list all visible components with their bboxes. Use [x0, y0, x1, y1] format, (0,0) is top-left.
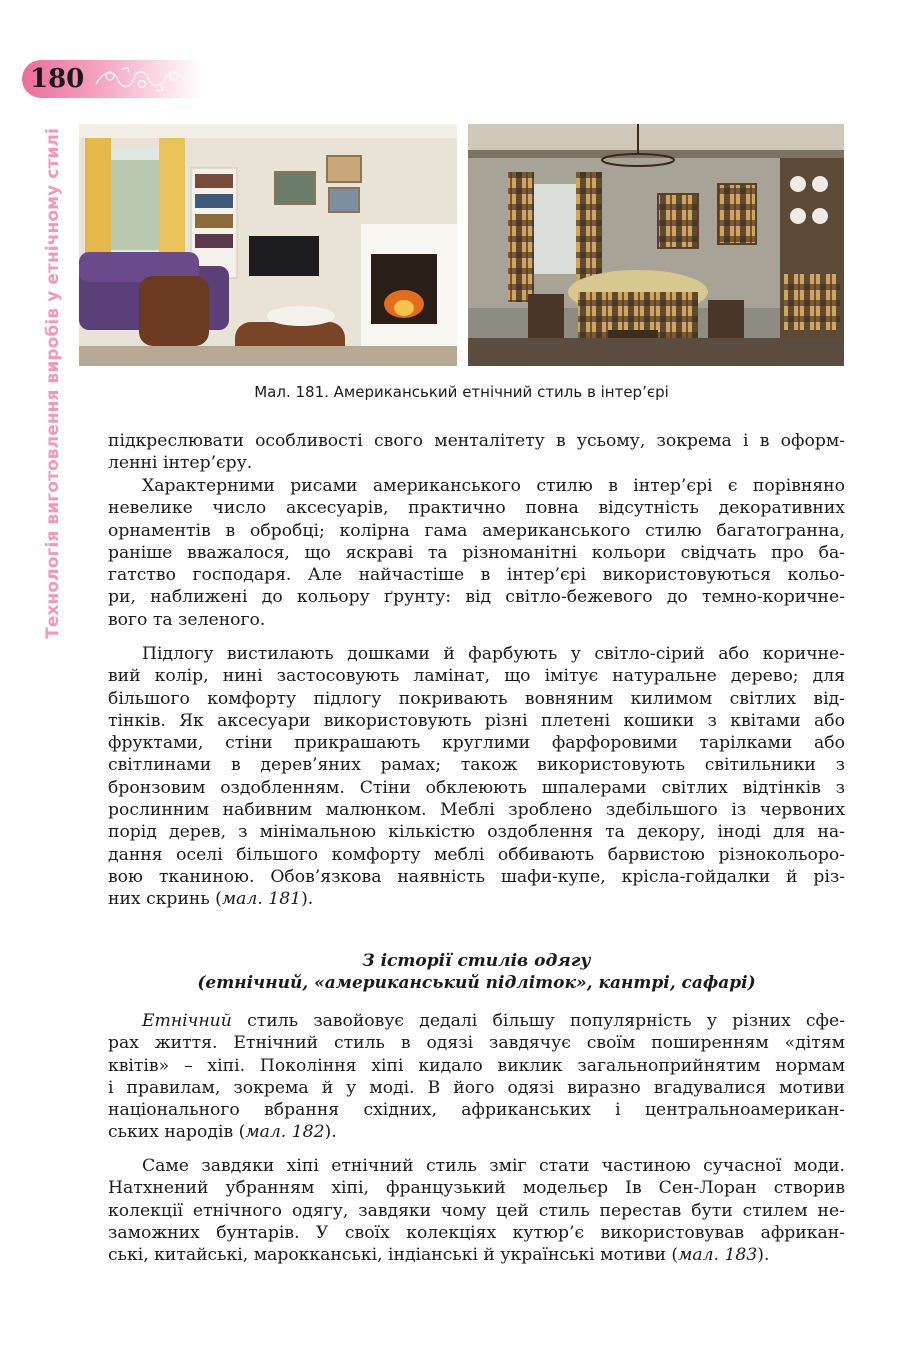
text-line: Саме завдяки хіпі етнічний стиль зміг стати частиною сучасної моди. — [142, 1156, 845, 1176]
paragraph-4 — [108, 1010, 845, 1144]
text-line: фруктами, стіни прикрашають круглими фарфоровими тарілками або — [108, 733, 845, 754]
photo-living-room — [79, 124, 457, 366]
text-line: національного вбрання східних, африканських і центральноамерикан- — [108, 1100, 845, 1121]
text-line: квітів» – хіпі. Покоління хіпі кидало виклик загальноприйнятим нормам — [108, 1055, 845, 1076]
text-line — [108, 1244, 845, 1266]
text-line: вий колір, нині застосовують ламінат, що імітує натуральне дерево; для — [108, 666, 845, 687]
text-line: гатство господаря. Але найчастіше в інтер’єрі використовуються кольо- — [108, 565, 845, 586]
text-line: орнаментів в обробці; колірна гама американського стилю багатогранна, — [108, 520, 845, 541]
text-line: порід дерев, з мінімальною кількістю оздоблення та декору, іноді для на- — [108, 822, 845, 843]
paragraph-3 — [108, 643, 845, 911]
photo-dining-room — [468, 124, 844, 366]
text-line: більшого комфорту підлогу покривають вовняним килимом світлих від- — [108, 688, 845, 709]
text-fragment: ських народів ( — [108, 1122, 246, 1143]
text-line: ленні інтер’єру. — [108, 453, 253, 474]
paragraph-5 — [108, 1155, 845, 1266]
floral-ornament-icon — [92, 64, 192, 94]
paragraph-1 — [108, 430, 845, 475]
dining-room-illustration — [468, 124, 844, 366]
text-line: Характерними рисами американського стилю в інтер’єрі є порівняно — [142, 476, 845, 496]
figure-reference: мал. 182 — [245, 1122, 325, 1143]
text-line: рах життя. Етнічний стиль в одязі завдячує своїм поширенням «дітям — [108, 1033, 845, 1054]
section-heading-line-2: (етнічний, «американський підліток», кантрі, сафарі) — [197, 973, 756, 993]
section-heading — [108, 950, 845, 994]
text-line: дання оселі більшого комфорту меблі оббивають барвистою різнокольоро- — [108, 844, 845, 865]
text-fragment: ські, китайські, марокканські, індіанські й українські мотиви ( — [108, 1245, 679, 1266]
text-line: ри, наближені до кольору ґрунту: від світло-бежевого до темно-коричне- — [108, 587, 845, 608]
text-line: тінків. Як аксесуари використовують різні плетені кошики з квітами або — [108, 710, 845, 731]
text-line: світлинами в дерев’яних рамах; також використовують світильники з — [108, 755, 845, 776]
chapter-side-title-text: Технологія виготовлення виробів у етнічному стилі — [43, 127, 63, 639]
page-number: 180 — [30, 64, 85, 94]
text-line — [108, 1121, 845, 1143]
text-fragment: ). — [324, 1122, 337, 1143]
text-line: Підлогу вистилають дошками й фарбують у світло-сірий або коричне- — [142, 644, 845, 664]
text-line: і правилам, зокрема й у моді. В його одязі виразно вгадувалися мотиви — [108, 1077, 845, 1098]
text-line: колекції етнічного одягу, завдяки чому цей стиль перестав бути стилем не- — [108, 1200, 845, 1221]
text-line: невелике число аксесуарів, практично повна відсутність декоративних — [108, 498, 845, 519]
living-room-illustration — [79, 124, 457, 366]
text-fragment: ). — [301, 889, 314, 910]
figure-reference: мал. 183 — [678, 1245, 758, 1266]
text-line: раніше вважалося, що яскраві та різноманітні кольори свідчать про ба- — [108, 542, 845, 563]
text-fragment: них скринь ( — [108, 889, 222, 910]
text-line: бронзовим оздобленням. Стіни обклеюють шпалерами світлих відтінків з — [108, 777, 845, 798]
text-line — [108, 1010, 845, 1032]
figure-caption: Мал. 181. Американський етнічний стиль в інтер’єрі — [254, 383, 669, 401]
text-line — [108, 888, 845, 910]
text-fragment: ). — [757, 1245, 770, 1266]
term-ethnic: Етнічний — [142, 1011, 232, 1031]
text-line: вою тканиною. Обов’язкова наявність шафи-купе, крісла-гойдалки й різ- — [108, 866, 845, 887]
figure-reference: мал. 181 — [221, 889, 302, 910]
chapter-side-title — [36, 118, 70, 648]
section-heading-line-1: З історії стилів одягу — [362, 951, 591, 971]
text-fragment: стиль завойовує дедалі більшу популярність у різних сфе- — [231, 1011, 845, 1031]
text-line: рослинним набивним малюнком. Меблі зроблено здебільшого із червоних — [108, 800, 845, 821]
text-line: підкреслювати особливості свого менталітету в усьому, зокрема і в оформ- — [108, 431, 845, 451]
text-line: заможних бунтарів. У своїх колекціях кутюр’є використовував африкан- — [108, 1222, 845, 1243]
paragraph-2 — [108, 475, 845, 631]
text-line: Натхнений убранням хіпі, французький модельєр Ів Сен-Лоран створив — [108, 1178, 845, 1199]
text-line: вого та зеленого. — [108, 609, 266, 630]
